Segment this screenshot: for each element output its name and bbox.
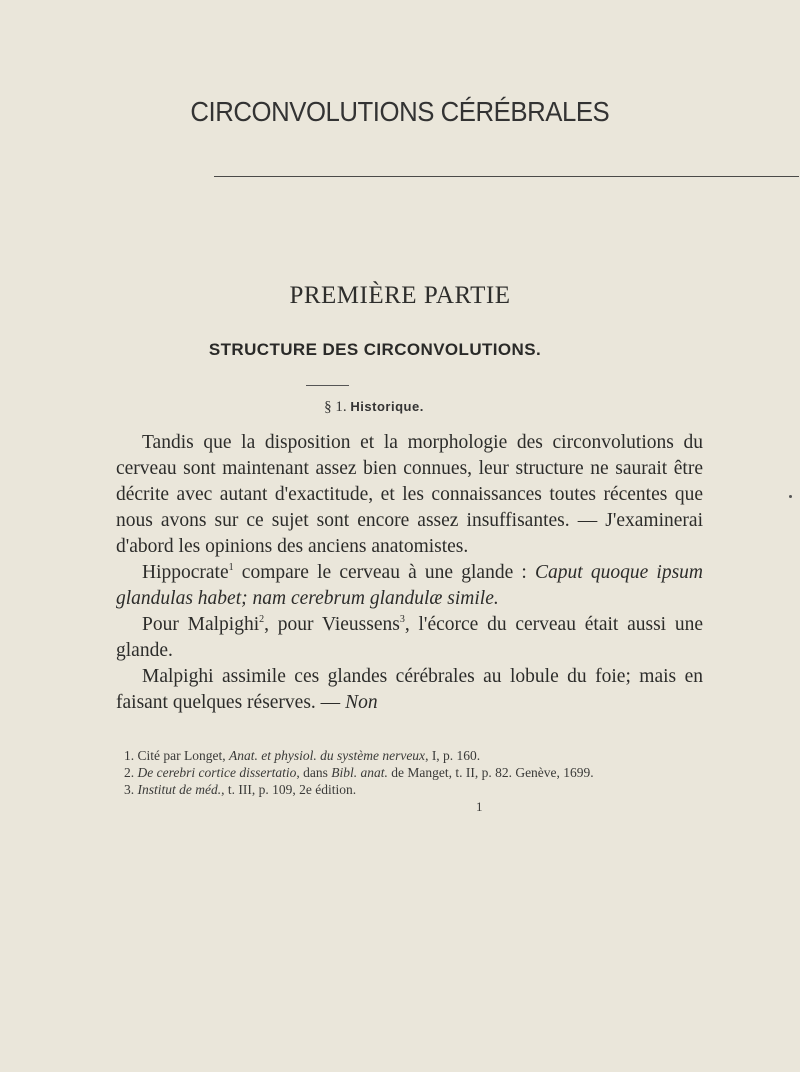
paragraph-4 xyxy=(116,664,703,716)
footnotes xyxy=(116,747,736,798)
p3-text: Pour Malpighi xyxy=(142,614,260,635)
fn3-title: Institut de méd. xyxy=(137,782,222,797)
fn1-text: 1. Cité par Longet, xyxy=(124,748,229,763)
section-heading xyxy=(0,399,774,416)
fn3-text: 3. xyxy=(124,782,138,797)
footnote-3 xyxy=(116,781,736,798)
paragraph-3 xyxy=(116,612,703,664)
latin-quote: Caput quoque ipsum glandulas habet; nam cerebrum glandulæ simile. xyxy=(116,562,703,609)
fn2-title: De cerebri cortice dissertatio xyxy=(137,765,297,780)
footnote-1 xyxy=(116,747,736,764)
p3-text-3: , l'écorce du cerveau était aussi une glande. xyxy=(116,614,704,661)
section-number: § 1. xyxy=(324,399,347,415)
p4-italic: Non xyxy=(345,692,378,713)
paragraph-1: Tandis que la disposition et la morphologie des circonvolutions du cerveau sont maintenant assez bien connues, leur structure ne saurait être décrite avec autant d'exactitude, et les connaissances toutes récentes que nous avons sur ce sujet sont encore assez insuffisantes. — J'examinerai d'abord les opinions des anciens anatomistes. xyxy=(116,432,703,557)
fn2-text-3: de Manget, t. II, p. 82. Genève, 1699. xyxy=(387,765,594,780)
structure-title: STRUCTURE DES CIRCONVOLUTIONS. xyxy=(208,340,542,359)
fn2-text: 2. xyxy=(124,765,138,780)
fn2-text-2: , dans xyxy=(296,765,332,780)
short-rule xyxy=(306,385,349,386)
body-text xyxy=(116,430,703,716)
footnote-ref-2: 2 xyxy=(259,614,265,625)
section-title: Historique. xyxy=(350,399,424,414)
fn3-text-2: , t. III, p. 109, 2e édition. xyxy=(221,782,357,797)
p2-text: Hippocrate xyxy=(142,562,229,583)
fn1-title: Anat. et physiol. du système nerveux xyxy=(228,748,426,763)
title-rule xyxy=(214,176,799,177)
footnote-ref-3: 3 xyxy=(399,614,405,625)
paragraph-2 xyxy=(116,560,703,612)
margin-mark xyxy=(789,495,792,498)
main-title: CIRCONVOLUTIONS CÉRÉBRALES xyxy=(190,96,610,127)
fn1-text-2: , I, p. 160. xyxy=(425,748,481,763)
part-title: PREMIÈRE PARTIE xyxy=(289,282,511,309)
footnote-ref-1: 1 xyxy=(228,562,234,573)
p2-text-2: compare le cerveau à une glande : xyxy=(233,562,535,583)
page-number: 1 xyxy=(476,799,483,814)
footnote-2 xyxy=(116,764,736,781)
fn2-title-2: Bibl. anat. xyxy=(331,765,388,780)
p4-text: Malpighi assimile ces glandes cérébrales au lobule du foie; mais en faisant quelques réserves. — xyxy=(116,666,703,713)
p3-text-2: , pour Vieussens xyxy=(264,614,400,635)
